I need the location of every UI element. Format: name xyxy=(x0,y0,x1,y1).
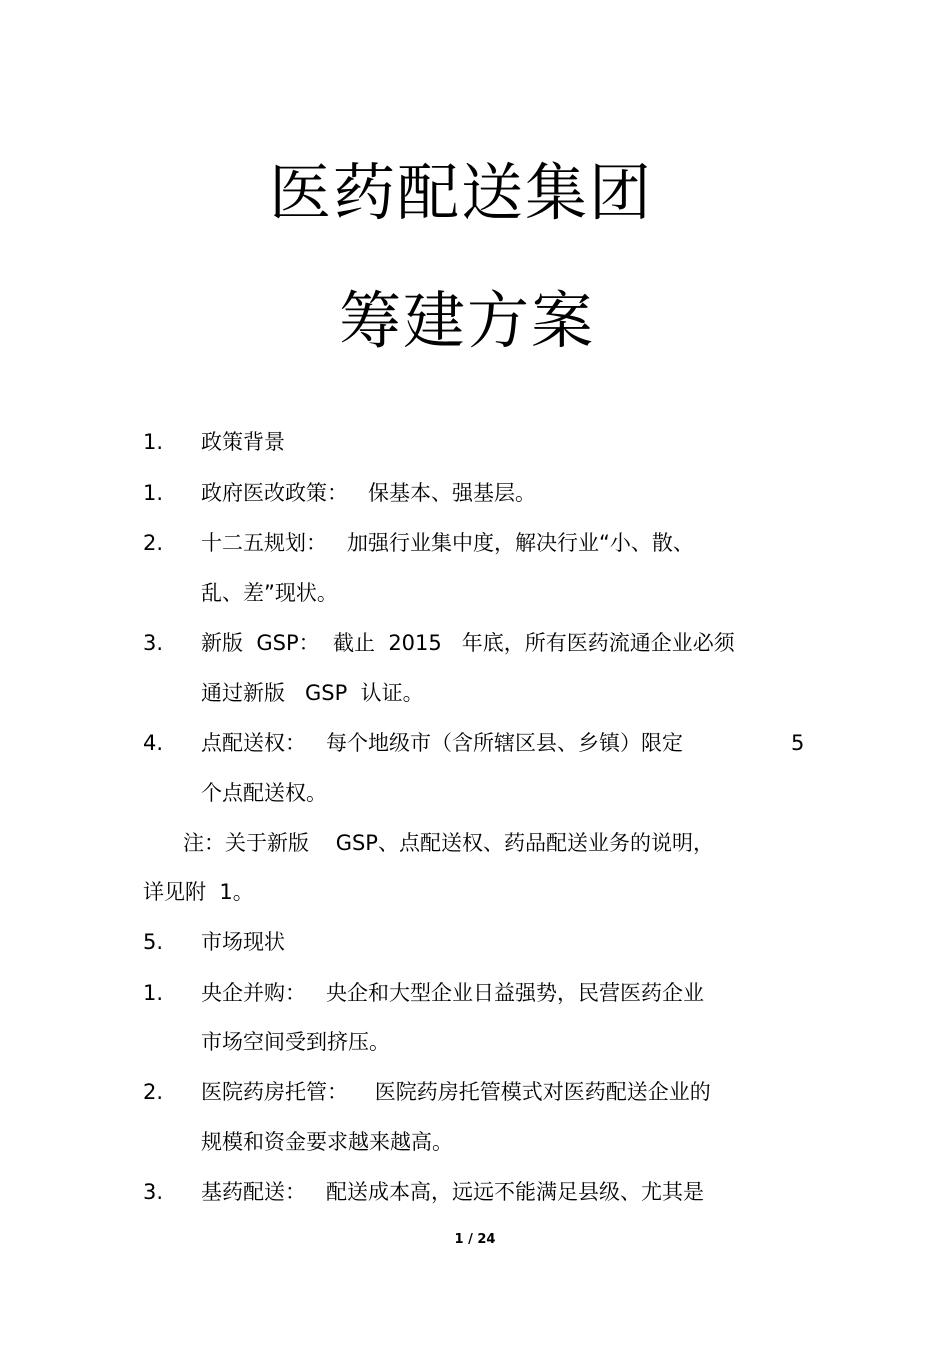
item-text: 医院药房托管： 医院药房托管模式对医药配送企业的 xyxy=(201,1080,711,1104)
item-text-trailing-number: 5 xyxy=(791,731,805,755)
item-number: 4. xyxy=(143,731,164,755)
item-text: 基药配送： 配送成本高，远远不能满足县级、尤其是 xyxy=(201,1180,705,1204)
item-number: 1. xyxy=(143,481,164,505)
item-number: 1. xyxy=(143,981,164,1005)
page-number: 1 / 24 xyxy=(454,1232,496,1247)
item-text: 规模和资金要求越来越高。 xyxy=(201,1130,453,1154)
item-text: 央企并购： 央企和大型企业日益强势，民营医药企业 xyxy=(201,981,705,1005)
item-text: 乱、差”现状。 xyxy=(201,581,338,605)
item-text: 通过新版 GSP 认证。 xyxy=(201,681,424,705)
section-number: 1. xyxy=(143,430,164,454)
item-number: 2. xyxy=(143,531,164,555)
section-title: 政策背景 xyxy=(201,430,285,454)
note-text: 详见附 1。 xyxy=(143,880,254,904)
item-number: 2. xyxy=(143,1080,164,1104)
note-text: 注：关于新版 GSP、点配送权、药品配送业务的说明， xyxy=(183,831,714,855)
item-text: 新版 GSP： 截止 2015 年底，所有医药流通企业必须 xyxy=(201,631,735,655)
document-title-line-2: 筹建方案 xyxy=(338,284,595,357)
item-text: 十二五规划： 加强行业集中度，解决行业“小、散、 xyxy=(201,531,694,555)
section-title: 市场现状 xyxy=(201,930,285,954)
section-number: 5. xyxy=(143,930,164,954)
item-text: 个点配送权。 xyxy=(201,781,327,805)
item-text: 点配送权： 每个地级市（含所辖区县、乡镇）限定 xyxy=(201,731,684,755)
document-title-line-1: 医药配送集团 xyxy=(268,156,653,229)
item-text: 市场空间受到挤压。 xyxy=(201,1030,390,1054)
item-text: 政府医改政策： 保基本、强基层。 xyxy=(201,481,537,505)
item-number: 3. xyxy=(143,1180,164,1204)
item-number: 3. xyxy=(143,631,164,655)
